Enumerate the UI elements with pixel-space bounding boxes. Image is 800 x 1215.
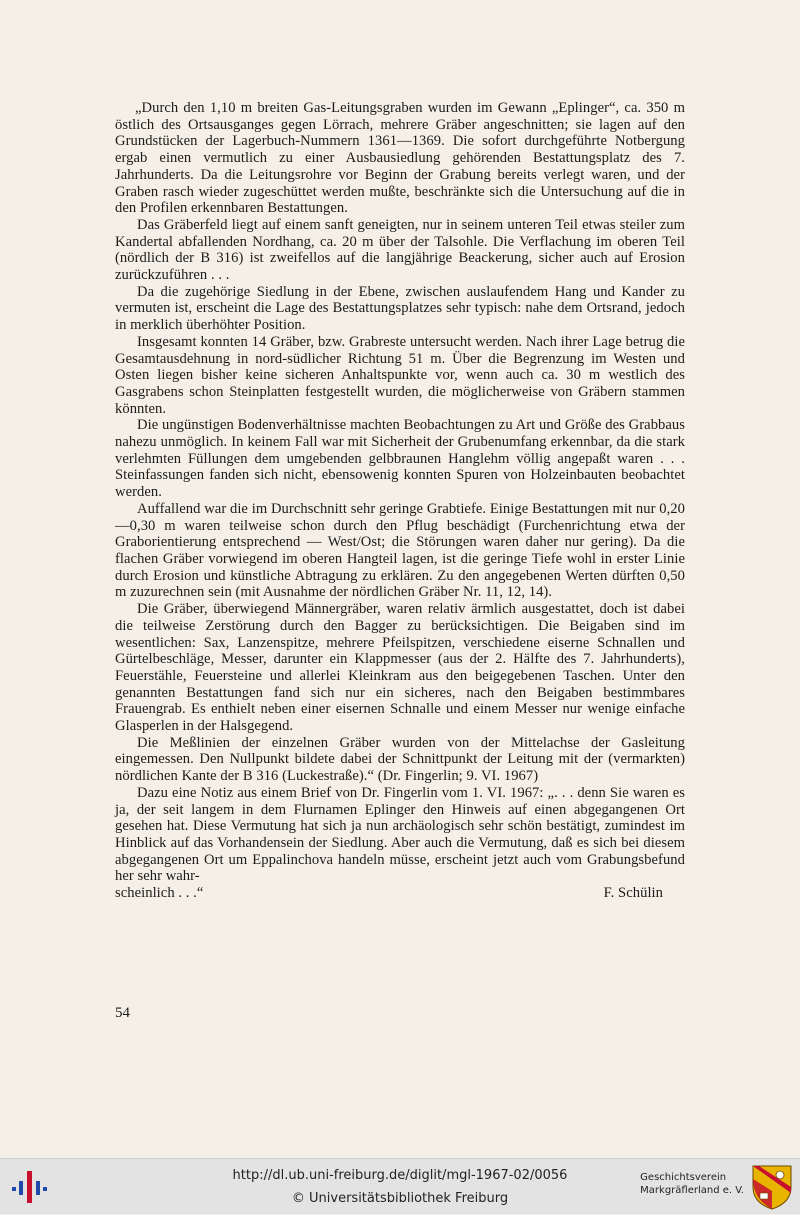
society-line-1: Geschichtsverein [640, 1172, 727, 1183]
coat-of-arms-icon [750, 1163, 794, 1211]
paragraph: Die Meßlinien der einzelnen Gräber wurden von der Mittelachse der Gasleitung eingemessen. Den Nullpunkt bildete dabei der Schnittpunkt der Leitung mit der (vermarkten) nördlichen Kante der B 316 (Luckestraße).“ (Dr. Fingerlin; 9. VI. 1967) [115, 734, 685, 785]
body-text [115, 100, 685, 902]
document-url-link[interactable]: http://dl.ub.uni-freiburg.de/diglit/mgl-1967-02/0056 [232, 1168, 568, 1183]
paragraph: Auffallend war die im Durchschnitt sehr geringe Grabtiefe. Einige Bestattungen mit nur 0,20 —0,30 m waren teilweise schon durch den Pflug beschädigt (Furchenrichtung etwa der Graborientierung entsprechend — West/Ost; die Störungen waren daher nur gering). Da die flachen Gräber vorwiegend im oberen Hangteil lagen, ist die geringe Tiefe wohl in erster Linie durch Erosion und künstliche Abtragung zu erklären. Zu den angegebenen Werten dürften 0,50 m zuzurechnen sein (mit Ausnahme der nördlichen Gräber Nr. 11, 12, 14). [115, 500, 685, 601]
paragraph: Das Gräberfeld liegt auf einem sanft geneigten, nur in seinem unteren Teil etwas steiler zum Kandertal abfallenden Nordhang, ca. 20 m über der Talsohle. Die Verflachung im oberen Teil (nördlich der B 316) ist zweifellos auf die langjährige Beackerung, sicher auch auf Erosion zurückzuführen . . . [115, 216, 685, 284]
copyright-notice: © Universitätsbibliothek Freiburg [291, 1191, 509, 1206]
viewer-footer [0, 1158, 800, 1214]
page-number: 54 [115, 1005, 130, 1021]
paragraph: Die ungünstigen Bodenverhältnisse machten Beobachtungen zu Art und Größe des Grabbaus nahezu unmöglich. In keinem Fall war mit Sicherheit der Grubenumfang erkennbar, da die stark verlehmten Füllungen dem umgebenden gelbbraunen Hanglehm völlig angepaßt waren . . . Steinfassungen fanden sich nicht, ebensowenig konnten Spuren von Holzeinbauten beobachtet werden. [115, 417, 685, 501]
signature-line [115, 885, 685, 902]
society-name [640, 1171, 744, 1197]
paragraph: Dazu eine Notiz aus einem Brief von Dr. Fingerlin vom 1. VI. 1967: „. . . denn Sie waren es ja, der seit langem in dem Flurnamen Eplinger den Hinweis auf einen abgegangenen Ort gesehen hat. Diese Vermutung hat sich ja nun archäologisch sehr schön bestätigt, zumindest im Hinblick auf das Vorhandensein der Siedlung. Aber auch die Vermutung, daß es sich bei diesem abgegangenen Ort um Eppalinchova handeln müsse, erscheint jetzt auch vom Grabungsbefund her sehr wahr- [115, 784, 685, 885]
society-line-2: Markgräflerland e. V. [640, 1185, 744, 1196]
paragraph: „Durch den 1,10 m breiten Gas-Leitungsgraben wurden im Gewann „Eplinger“, ca. 350 m östlich des Ortsausganges gegen Lörrach, mehrere Gräber angeschnitten; sie lagen auf den Grundstücken der Lagerbuch-Nummern 1361—1369. Die sofort durchgeführte Notbergung ergab einen vermutlich zu einer Ausbausiedlung gehörenden Bestattungsplatz des 7. Jahrhunderts. Da die Leitungsrohre vor Beginn der Grabung bereits verlegt waren, und der Graben rasch wieder zugeschüttet werden mußte, beschränkte sich die Untersuchung auf die in den Profilen erkennbaren Bestattungen. [115, 100, 685, 217]
paragraph: Die Gräber, überwiegend Männergräber, waren relativ ärmlich ausgestattet, doch ist dabei die teilweise Zerstörung durch den Bagger zu berücksichtigen. Die Beigaben sind im wesentlichen: Sax, Lanzenspitze, mehrere Pfeilspitzen, verschiedene eiserne Schnallen und Gürtelbeschläge, Messer, darunter ein Klappmesser (aus der 2. Hälfte des 7. Jahrhunderts), Feuerstähle, Feuersteine und allerlei Kleinkram aus den beigegebenen Taschen. Unter den genannten Bestattungen fand sich nur ein sicheres, nach den Beigaben bestimmbares Frauengrab. Es enthielt neben einer eisernen Schnalle und einem Messer nur wenige einfache Glasperlen in der Halsgegend. [115, 601, 685, 735]
paragraph: Da die zugehörige Siedlung in der Ebene, zwischen auslaufendem Hang und Kander zu vermuten ist, erscheint die Lage des Bestattungsplatzes sehr typisch: nahe dem Ortsrand, jedoch in merklich überhöhter Position. [115, 283, 685, 334]
closing-text: scheinlich . . .“ [115, 885, 204, 902]
author-signature: F. Schülin [603, 885, 663, 902]
paragraph: Insgesamt konnten 14 Gräber, bzw. Grabreste untersucht werden. Nach ihrer Lage betrug die Gesamtausdehnung in nord-südlicher Richtung 51 m. Über die Begrenzung im Westen und Osten liegen bisher keine sicheren Anhaltspunkte vor, wenn auch ca. 30 m westlich des Gasgrabens schon Steinplatten festgestellt wurden, die möglicherweise von Gräbern stammen könnten. [115, 333, 685, 417]
